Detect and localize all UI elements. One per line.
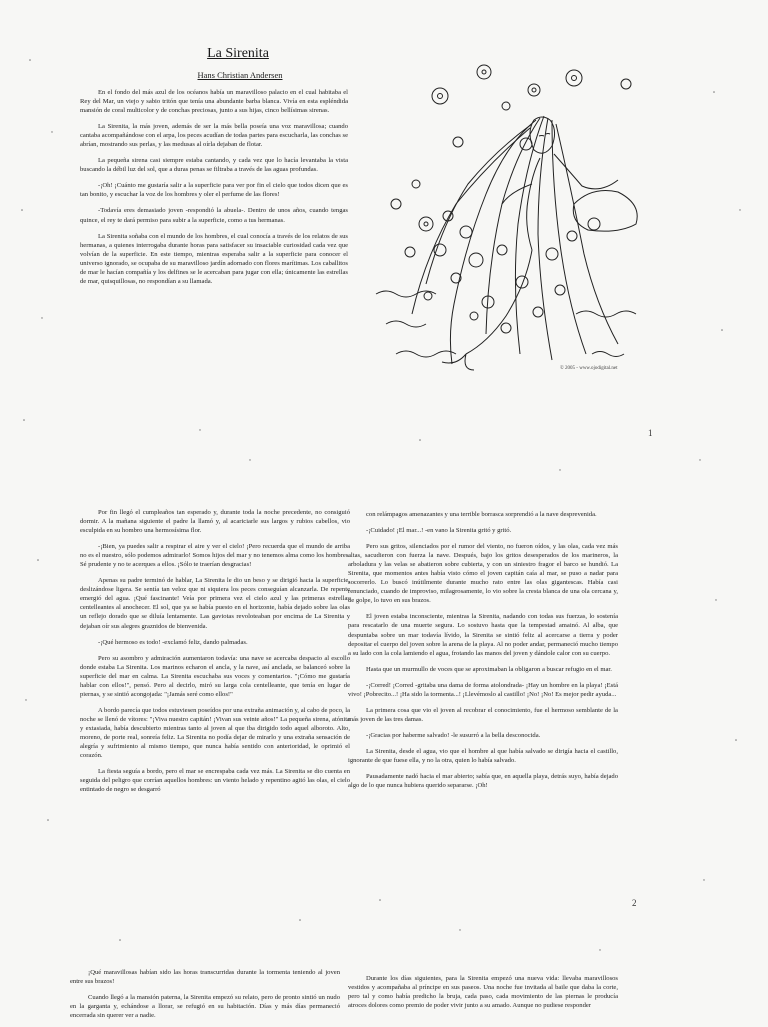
- paragraph: con relámpagos amenazantes y una terrible borrasca sorprendió a la nave desprevenida.: [366, 511, 597, 518]
- text-column-3: [348, 510, 618, 797]
- paragraph: La Sirenita, la más joven, además de ser la más bella poseía una voz maravillosa; cuando cantaba acompañándose con el arpa, los peces acudían de todas partes para escucharla, las conchas se abrían, mostrando sus perlas, y las medusas al oírla dejaban de flotar.: [80, 123, 348, 149]
- paragraph: -¡Gracias por haberme salvado! -le susurró a la bella desconocida.: [366, 731, 541, 739]
- paragraph: Por fin llegó el cumpleaños tan esperado y, durante toda la noche precedente, no consiguió dormir. A la mañana siguiente el padre la llamó y, al acariciarle sus largos y rubios cabellos, vio esculpida en su hombro una hermosísima flor.: [80, 509, 350, 535]
- paragraph: Pero su asombro y admiración aumentaron todavía: una nave se acercaba despacio al escollo donde estaba La Sirenita. Los marinos echaron el ancla, y la nave, así anclada, se balanceó sobre la superficie del mar en calma. La Sirenita escuchaba sus voces y comentarios. "¡Cómo me gustaría hablar con ellos!", pensó. Pero al decirlo, miró su larga cola centelleante, que tenía en lugar de piernas, y se sintió acongojada: "¡Jamás seré como ellos!": [80, 654, 350, 698]
- paragraph: Durante los días siguientes, para la Sirenita empezó una nueva vida: llevaba maravillosos vestidos y acompañaba al príncipe en sus paseos. Una noche fue invitada al baile que daba la corte, pero tal y como había predicho la bruja, cada paso, cada movimiento de las piernas le producía atroces dolores como premio de poder vivir junto a su amado. Aunque no pudiese responder: [348, 975, 618, 1010]
- paragraph: -¡Bien, ya puedes salir a respirar el aire y ver el cielo! ¡Pero recuerda que el mundo de arriba no es el nuestro, sólo podemos admirarlo! Somos hijos del mar y no tenemos alma como los hombres. Sé prudente y no te acerques a ellos. ¡Sólo te traerían desgracias!: [80, 543, 350, 569]
- paragraph: La Sirenita soñaba con el mundo de los hombres, el cual conocía a través de los relatos de sus hermanas, a quienes interrogaba durante horas para satisfacer su insaciable curiosidad cada vez que volvían de la superficie. En este tiempo, mientras esperaba salir a la superficie para conocer el universo ignorado, se ocupaba de su maravilloso jardín adornado con flores marítimas. Los caballitos de mar le hacían compañía y los delfines se le acercaban para jugar con ella; únicamente las estrellas de mar, quisquillosas, no respondían a su llamada.: [80, 232, 348, 285]
- paragraph: -¡Qué hermoso es todo! -exclamó feliz, dando palmadas.: [98, 638, 248, 646]
- paragraph: En el fondo del más azul de los océanos había un maravilloso palacio en el cual habitaba el Rey del Mar, un viejo y sabio tritón que tenía una abundante barba blanca. Vivía en esta espléndida mansión de coral multicolor y de conchas preciosas, junto a sus hijas, cinco bellísimas sirenas.: [80, 89, 348, 115]
- paragraph: Cuando llegó a la mansión paterna, la Sirenita empezó su relato, pero de pronto sintió un nudo en la garganta y, echándose a llorar, se refugió en su habitación. Días y más días permaneció encerrada sin querer ver a nadie.: [70, 994, 340, 1020]
- paragraph: -¡Oh! ¡Cuánto me gustaría salir a la superficie para ver por fin el cielo que todos dicen que es tan bonito, y escuchar la voz de los hombres y oler el perfume de las flores!: [80, 182, 348, 199]
- paragraph: -Todavía eres demasiado joven -respondió la abuela-. Dentro de unos años, cuando tengas quince, el rey te dará permiso para subir a la superficie, como a tus hermanas.: [80, 207, 348, 224]
- story-title: La Sirenita: [207, 46, 269, 61]
- paragraph: Pero sus gritos, silenciados por el rumor del viento, no fueron oídos, y las olas, cada vez más altas, sacudieron con fuerza la nave. Después, bajo los gritos desesperados de los marineros, la arboladura y las velas se abatieron sobre cubierta, y con un siniestro fragor el barco se hundió. La Sirenita, que momentos antes había visto cómo el joven capitán caía al mar, se puso a nadar para socorrerlo. Lo buscó inútilmente durante mucho rato entre las olas gigantescas. Había casi renunciado, cuando de improviso, milagrosamente, lo vio sobre la cresta blanca de una ola cercana y, de golpe, lo tuvo en sus brazos.: [348, 543, 618, 605]
- text-column-2: [80, 508, 350, 801]
- paragraph: ¡Qué maravillosas habían sido las horas transcurridas durante la tormenta teniendo al joven entre sus brazos!: [70, 969, 340, 986]
- text-column-1: [80, 88, 348, 293]
- paragraph: Hasta que un murmullo de voces que se aproximaban la obligaron a buscar refugio en el mar.: [366, 665, 612, 673]
- page-mark: 2: [632, 898, 637, 908]
- paragraph: -¡Corred! ¡Corred -gritaba una dama de forma atolondrada- ¡Hay un hombre en la playa! ¡Está vivo! ¡Pobrecito...! ¡Ha sido la tormenta...! ¡Llevémoslo al castillo! ¡No! ¡No! Es mejor pedir ayuda...: [348, 681, 618, 698]
- illustration-credit: © 2005 - www.ojodigital.net: [560, 366, 618, 371]
- paragraph: -¡Cuidado! ¡El mar...! -en vano la Sirenita gritó y gritó.: [366, 527, 512, 535]
- paragraph: La Sirenita, desde el agua, vio que el hombre al que había salvado se dirigía hacia el castillo, ignorante de que fuese ella, y no la otra, quien lo había salvado.: [348, 747, 618, 764]
- paragraph: La pequeña sirena casi siempre estaba cantando, y cada vez que lo hacía levantaba la vista buscando la débil luz del sol, que a duras penas se filtraba a través de las aguas profundas.: [80, 157, 348, 174]
- text-column-5: [348, 974, 618, 1017]
- paragraph: A bordo parecía que todos estuviesen poseídos por una extraña animación y, al cabo de poco, la noche se llenó de vítores: "¡Viva nuestro capitán! ¡Vivan sus veinte años!" La pequeña sirena, atónita y extasiada, había descubierto mientras tanto al joven al que iba dirigido todo aquel alboroto. Alto, moreno, de porte real, sonreía feliz. La Sirenita no podía dejar de mirarlo y una extraña sensación de alegría y sufrimiento al mismo tiempo, que nunca había sentido con anterioridad, le oprimió el corazón.: [80, 706, 350, 760]
- mermaid-illustration: [356, 54, 646, 374]
- text-column-4: [70, 968, 340, 1027]
- page-mark: 1: [648, 428, 653, 438]
- paragraph: La fiesta seguía a bordo, pero el mar se encrespaba cada vez más. La Sirenita se dio cuenta en seguida del peligro que corrían aquellos hombres: un viento helado y repentino agitó las olas, el cielo entintado de negro se desgarró: [80, 768, 350, 794]
- paragraph: Pausadamente nadó hacia el mar abierto; sabía que, en aquella playa, detrás suyo, había dejado algo de lo que nunca hubiera querido separarse. ¡Oh!: [348, 773, 618, 790]
- story-author: Hans Christian Andersen: [197, 70, 283, 80]
- paragraph: La primera cosa que vio el joven al recobrar el conocimiento, fue el hermoso semblante de la más joven de las tres damas.: [348, 706, 618, 723]
- paragraph: El joven estaba inconsciente, mientras la Sirenita, nadando con todas sus fuerzas, lo sostenía para rescatarlo de una muerte segura. Lo sostuvo hasta que la tempestad amainó. Al alba, que despuntaba sobre un mar todavía lívido, la Sirenita se sintió feliz al acercarse a tierra y poder depositar el cuerpo del joven sobre la arena de la playa. Al no poder andar, permaneció mucho tiempo a su lado con la cola lamiendo el agua, frotando las manos del joven y dándole calor con su cuerpo.: [348, 613, 618, 657]
- paragraph: Apenas su padre terminó de hablar, La Sirenita le dio un beso y se dirigió hacia la superficie, deslizándose ligera. Se sentía tan veloz que ni siquiera los peces conseguían alcanzarla. De repente emergió del agua. ¡Qué fascinante! Veía por primera vez el cielo azul y las primeras estrellas centelleantes al anochecer. El sol, que ya se había puesto en el horizonte, había dejado sobre las olas un reflejo dorado que se diluía lentamente. Las gaviotas revoloteaban por encima de La Sirenita y dejaban oír sus alegres graznidos de bienvenida.: [80, 577, 350, 630]
